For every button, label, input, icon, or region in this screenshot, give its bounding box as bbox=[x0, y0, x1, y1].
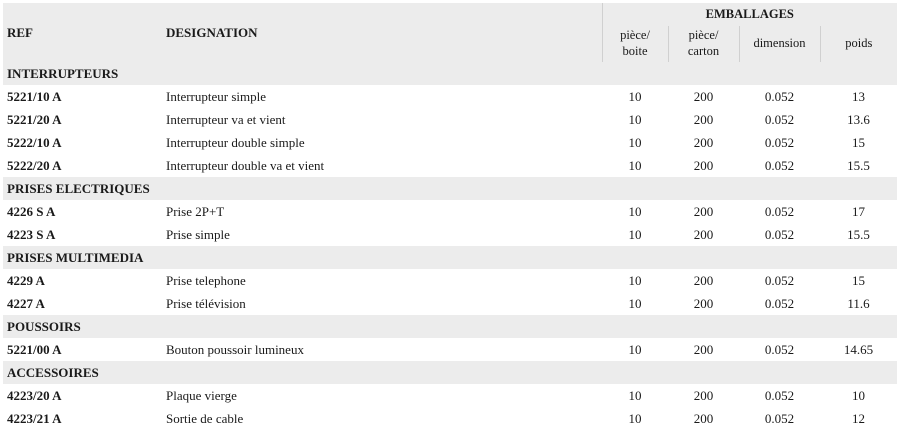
piece-carton-cell: 200 bbox=[693, 204, 714, 219]
ref-cell: 5222/10 A bbox=[7, 135, 62, 150]
piece-boite-cell: 10 bbox=[628, 135, 642, 150]
designation-cell: Interrupteur double va et vient bbox=[166, 158, 325, 173]
poids-cell: 15.5 bbox=[847, 158, 870, 173]
table-row bbox=[3, 269, 897, 292]
piece-boite-cell: 10 bbox=[628, 89, 642, 104]
dimension-cell: 0.052 bbox=[764, 227, 795, 242]
piece-carton-cell: 200 bbox=[693, 112, 714, 127]
piece-carton-cell: 200 bbox=[693, 296, 714, 311]
table-row bbox=[3, 292, 897, 315]
piece-boite-cell: 10 bbox=[628, 227, 642, 242]
column-header-dimension: dimension bbox=[739, 26, 820, 62]
table-row bbox=[3, 200, 897, 223]
table-body bbox=[3, 62, 897, 430]
dimension-cell: 0.052 bbox=[764, 89, 795, 104]
ref-cell: 5221/10 A bbox=[7, 89, 62, 104]
column-header-piece-boite-line2: boite bbox=[622, 44, 648, 58]
column-header-piece-carton bbox=[668, 26, 739, 62]
poids-cell: 15 bbox=[852, 273, 866, 288]
piece-boite-cell: 10 bbox=[628, 158, 642, 173]
column-header-ref: REF bbox=[3, 3, 164, 62]
piece-carton-cell: 200 bbox=[693, 342, 714, 357]
poids-cell: 13.6 bbox=[847, 112, 870, 127]
dimension-cell: 0.052 bbox=[764, 204, 795, 219]
column-header-piece-carton-line1: pièce/ bbox=[688, 28, 719, 43]
ref-cell: 4223/21 A bbox=[7, 411, 62, 426]
poids-cell: 12 bbox=[852, 411, 866, 426]
ref-cell: 5221/20 A bbox=[7, 112, 62, 127]
piece-carton-cell: 200 bbox=[693, 158, 714, 173]
category-row bbox=[3, 177, 897, 200]
designation-cell: Sortie de cable bbox=[166, 411, 244, 426]
dimension-cell: 0.052 bbox=[764, 273, 795, 288]
designation-cell: Interrupteur va et vient bbox=[166, 112, 286, 127]
dimension-cell: 0.052 bbox=[764, 411, 795, 426]
piece-carton-cell: 200 bbox=[693, 135, 714, 150]
designation-cell: Interrupteur double simple bbox=[166, 135, 305, 150]
category-title: PRISES ELECTRIQUES bbox=[3, 177, 897, 200]
category-row bbox=[3, 361, 897, 384]
column-header-piece-boite bbox=[602, 26, 668, 62]
poids-cell: 14.65 bbox=[843, 342, 874, 357]
piece-boite-cell: 10 bbox=[628, 112, 642, 127]
ref-cell: 4223 S A bbox=[7, 227, 56, 242]
dimension-cell: 0.052 bbox=[764, 135, 795, 150]
ref-cell: 5222/20 A bbox=[7, 158, 62, 173]
category-title: POUSSOIRS bbox=[3, 315, 897, 338]
table-header bbox=[3, 3, 897, 62]
poids-cell: 13 bbox=[852, 89, 866, 104]
designation-cell: Bouton poussoir lumineux bbox=[166, 342, 304, 357]
designation-cell: Prise télévision bbox=[166, 296, 246, 311]
dimension-cell: 0.052 bbox=[764, 388, 795, 403]
table-row bbox=[3, 384, 897, 407]
piece-boite-cell: 10 bbox=[628, 204, 642, 219]
poids-cell: 11.6 bbox=[847, 296, 870, 311]
ref-cell: 4229 A bbox=[7, 273, 45, 288]
piece-carton-cell: 200 bbox=[693, 411, 714, 426]
table-row bbox=[3, 131, 897, 154]
piece-boite-cell: 10 bbox=[628, 342, 642, 357]
category-title: PRISES MULTIMEDIA bbox=[3, 246, 897, 269]
category-row bbox=[3, 62, 897, 85]
ref-cell: 4223/20 A bbox=[7, 388, 62, 403]
designation-cell: Prise simple bbox=[166, 227, 230, 242]
piece-boite-cell: 10 bbox=[628, 411, 642, 426]
category-title: ACCESSOIRES bbox=[3, 361, 897, 384]
dimension-cell: 0.052 bbox=[764, 158, 795, 173]
column-header-piece-carton-line2: carton bbox=[687, 44, 720, 58]
designation-cell: Plaque vierge bbox=[166, 388, 237, 403]
piece-boite-cell: 10 bbox=[628, 388, 642, 403]
dimension-cell: 0.052 bbox=[764, 342, 795, 357]
poids-cell: 10 bbox=[852, 388, 866, 403]
column-header-emballages: EMBALLAGES bbox=[602, 3, 897, 26]
column-header-piece-boite-line1: pièce/ bbox=[620, 28, 650, 43]
designation-cell: Prise telephone bbox=[166, 273, 246, 288]
dimension-cell: 0.052 bbox=[764, 112, 795, 127]
table-row bbox=[3, 154, 897, 177]
category-row bbox=[3, 246, 897, 269]
poids-cell: 15.5 bbox=[847, 227, 870, 242]
category-title: INTERRUPTEURS bbox=[3, 62, 897, 85]
column-header-poids: poids bbox=[820, 26, 897, 62]
product-table bbox=[3, 3, 897, 430]
piece-carton-cell: 200 bbox=[693, 227, 714, 242]
piece-boite-cell: 10 bbox=[628, 273, 642, 288]
piece-carton-cell: 200 bbox=[693, 388, 714, 403]
piece-carton-cell: 200 bbox=[693, 273, 714, 288]
poids-cell: 17 bbox=[852, 204, 866, 219]
table-row bbox=[3, 85, 897, 108]
designation-cell: Interrupteur simple bbox=[166, 89, 266, 104]
table-row bbox=[3, 338, 897, 361]
ref-cell: 4226 S A bbox=[7, 204, 56, 219]
poids-cell: 15 bbox=[852, 135, 866, 150]
ref-cell: 4227 A bbox=[7, 296, 45, 311]
column-header-designation: DESIGNATION bbox=[164, 3, 602, 62]
table-row bbox=[3, 223, 897, 246]
category-row bbox=[3, 315, 897, 338]
dimension-cell: 0.052 bbox=[764, 296, 795, 311]
table-row bbox=[3, 108, 897, 131]
designation-cell: Prise 2P+T bbox=[166, 204, 225, 219]
piece-boite-cell: 10 bbox=[628, 296, 642, 311]
ref-cell: 5221/00 A bbox=[7, 342, 62, 357]
piece-carton-cell: 200 bbox=[693, 89, 714, 104]
table-row bbox=[3, 407, 897, 430]
